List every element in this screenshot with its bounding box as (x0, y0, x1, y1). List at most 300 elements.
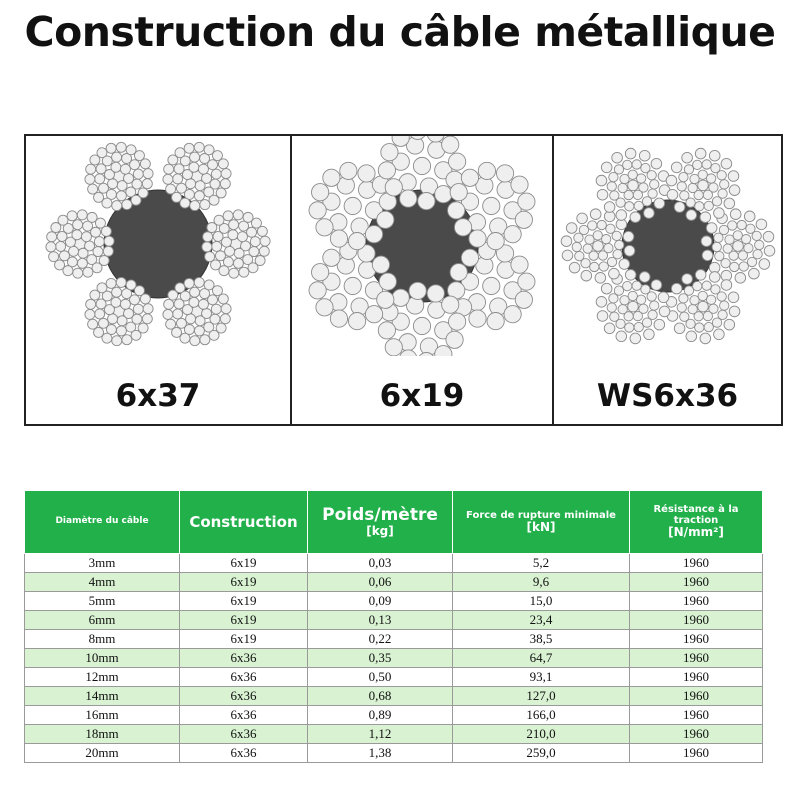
panel-ws6x36 (552, 134, 783, 426)
wire (616, 331, 627, 342)
wire (610, 191, 619, 200)
wire (120, 299, 130, 309)
wire (435, 186, 452, 203)
wire (623, 160, 632, 169)
wire (702, 250, 713, 261)
wire (365, 306, 382, 323)
wire (448, 313, 465, 330)
wire (688, 183, 697, 192)
wire (131, 195, 141, 205)
wire (229, 268, 239, 278)
wire (88, 184, 98, 194)
wire (378, 322, 395, 339)
wire (642, 197, 651, 206)
header-diametre (25, 491, 180, 554)
wire (97, 148, 107, 158)
wire (116, 142, 126, 152)
wire (413, 317, 430, 334)
cell-resistance: 1960 (630, 573, 763, 592)
wire (164, 299, 174, 309)
wire (98, 183, 108, 193)
wire (686, 331, 697, 342)
wire (695, 269, 706, 280)
header-unit: [kg] (366, 523, 394, 538)
wire (97, 283, 107, 293)
wire (618, 183, 627, 192)
wire (688, 305, 697, 314)
wire (625, 323, 634, 332)
wire (86, 164, 96, 174)
wire (566, 223, 577, 234)
cell-poids: 0,50 (308, 668, 453, 687)
cell-diametre: 18mm (25, 725, 180, 744)
wire (706, 295, 715, 304)
wire (194, 191, 204, 201)
wire (59, 251, 69, 261)
cell-construction: 6x19 (180, 573, 308, 592)
wire (312, 264, 329, 281)
cell-resistance: 1960 (630, 668, 763, 687)
wire (122, 335, 132, 345)
wire (715, 251, 724, 260)
wire (712, 318, 721, 327)
wire (632, 160, 641, 169)
wire (614, 286, 623, 295)
wire (677, 303, 686, 312)
cell-poids: 0,22 (308, 630, 453, 649)
wire (111, 297, 121, 307)
wire (515, 291, 532, 308)
wire (98, 318, 108, 328)
wire (316, 219, 333, 236)
wire (738, 251, 747, 260)
wire (112, 336, 122, 346)
wire (569, 262, 580, 273)
wire (728, 221, 737, 230)
wire (755, 240, 764, 249)
wire (259, 246, 269, 256)
wire (218, 294, 228, 304)
wire (205, 252, 215, 262)
header-label: Diamètre du câble (55, 516, 149, 527)
wire (413, 157, 430, 174)
wire (724, 319, 735, 330)
wire (427, 285, 444, 302)
wire (198, 164, 208, 174)
wire (752, 231, 761, 240)
table-header-row (25, 491, 763, 554)
wire (77, 210, 87, 220)
wire (604, 323, 615, 334)
table-row (25, 687, 763, 706)
wire (215, 251, 225, 261)
wire (392, 289, 409, 306)
wire (194, 326, 204, 336)
wire (140, 294, 150, 304)
wire (88, 319, 98, 329)
header-label: Résistance à la traction (653, 504, 739, 527)
wire (487, 312, 504, 329)
wire (143, 169, 153, 179)
wire (142, 179, 152, 189)
wire (667, 189, 678, 200)
wire (117, 316, 127, 326)
wire (372, 256, 389, 273)
wire (101, 226, 111, 236)
wire (81, 232, 91, 242)
wire (143, 304, 153, 314)
wire (195, 181, 205, 191)
wire (632, 281, 641, 290)
wire (73, 220, 83, 230)
wire (461, 249, 478, 266)
wire (309, 202, 326, 219)
wire (698, 170, 707, 179)
wire (581, 270, 592, 281)
wire (695, 323, 704, 332)
table-row (25, 611, 763, 630)
cell-poids: 0,03 (308, 554, 453, 573)
cell-diametre: 10mm (25, 649, 180, 668)
wire (379, 273, 396, 290)
wire (616, 210, 627, 221)
wire (562, 250, 573, 261)
wire (190, 201, 200, 211)
wire (518, 193, 535, 210)
wire (597, 220, 606, 229)
wire (642, 318, 651, 327)
wire (651, 158, 662, 169)
wire (194, 277, 204, 287)
wire (723, 244, 732, 253)
wire (607, 303, 616, 312)
wire (686, 210, 697, 221)
cell-diametre: 4mm (25, 573, 180, 592)
table-row (25, 744, 763, 763)
wire (701, 236, 712, 247)
wire (316, 299, 333, 316)
wire (409, 282, 426, 299)
wire (704, 201, 713, 210)
wire (682, 152, 693, 163)
wire (223, 211, 233, 221)
wire (625, 148, 636, 159)
wire (634, 201, 643, 210)
wire (698, 180, 709, 191)
wire (741, 234, 750, 243)
wire (650, 301, 659, 310)
wire (721, 158, 732, 169)
header-unit: [kN] (526, 519, 556, 534)
wire (720, 301, 729, 310)
wire (684, 286, 693, 295)
wire (203, 232, 213, 242)
wire (142, 314, 152, 324)
cell-diametre: 5mm (25, 592, 180, 611)
wire (577, 213, 588, 224)
wire (739, 262, 748, 271)
wire (583, 244, 592, 253)
wire (478, 162, 495, 179)
wire (365, 226, 382, 243)
wire (94, 237, 104, 247)
header-label: Construction (189, 512, 298, 531)
wire (111, 162, 121, 172)
wire (628, 291, 637, 300)
wire (260, 236, 270, 246)
cell-force: 23,4 (453, 611, 630, 630)
cell-resistance: 1960 (630, 649, 763, 668)
wire (604, 202, 615, 213)
wire (735, 272, 746, 283)
wire (593, 231, 602, 240)
wire (130, 295, 140, 305)
wire (704, 322, 713, 331)
wire (511, 176, 528, 193)
wire (615, 240, 624, 249)
wire (709, 272, 720, 283)
wire (234, 248, 244, 258)
wire (601, 234, 610, 243)
cell-force: 166,0 (453, 706, 630, 725)
wire (46, 242, 56, 252)
wire (117, 181, 127, 191)
wire (619, 259, 630, 270)
panel-label: WS6x36 (596, 378, 739, 414)
cell-force: 127,0 (453, 687, 630, 706)
wire (108, 314, 118, 324)
wire (674, 202, 685, 213)
wire (712, 242, 721, 251)
wire (698, 301, 709, 312)
wire (601, 283, 612, 294)
wire (607, 182, 616, 191)
wire (714, 329, 725, 340)
wire (593, 241, 604, 252)
wire (190, 336, 200, 346)
wire (229, 220, 239, 230)
cell-diametre: 3mm (25, 554, 180, 573)
wire (446, 331, 463, 348)
wire (706, 223, 717, 234)
panel-6x37 (24, 134, 292, 426)
wire (49, 252, 59, 262)
wire (163, 309, 173, 319)
wire (624, 245, 635, 256)
wire (764, 245, 775, 256)
wire (95, 309, 105, 319)
cable-specification-table (24, 490, 763, 763)
table-row (25, 592, 763, 611)
wire (381, 144, 398, 161)
wire (173, 174, 183, 184)
header-construction (180, 491, 308, 554)
wire (108, 179, 118, 189)
wire (720, 180, 729, 189)
wire (623, 231, 634, 242)
wire (671, 162, 682, 173)
wire (200, 335, 210, 345)
wire (385, 339, 402, 356)
wire (323, 249, 340, 266)
wire (427, 136, 444, 142)
wire (120, 164, 130, 174)
cell-poids: 0,13 (308, 611, 453, 630)
cell-diametre: 6mm (25, 611, 180, 630)
wire-rope-6x19-cross-section-icon (292, 136, 552, 356)
wire (630, 333, 641, 344)
wire (184, 278, 194, 288)
wire (744, 211, 755, 222)
wire (607, 257, 616, 266)
wire (601, 162, 612, 173)
cable-construction-panels (24, 134, 783, 428)
wire (561, 236, 572, 247)
wire (633, 311, 642, 320)
wire (677, 182, 686, 191)
wire (483, 277, 500, 294)
wire (756, 219, 767, 230)
header-resistance-traction (630, 491, 763, 554)
wire (636, 295, 645, 304)
wire (702, 160, 711, 169)
wire (228, 230, 238, 240)
cell-force: 64,7 (453, 649, 630, 668)
wire (706, 174, 715, 183)
cell-diametre: 20mm (25, 744, 180, 763)
wire (85, 174, 95, 184)
wire (309, 282, 326, 299)
wire (518, 273, 535, 290)
wire (189, 297, 199, 307)
wire (385, 179, 402, 196)
cell-resistance: 1960 (630, 630, 763, 649)
wire (112, 287, 122, 297)
wire (377, 211, 394, 228)
wire (628, 301, 639, 312)
wire (330, 310, 347, 327)
wire (214, 215, 224, 225)
wire (186, 179, 196, 189)
wire (140, 159, 150, 169)
wire (700, 212, 711, 223)
wire (85, 309, 95, 319)
wire (763, 231, 774, 242)
wire (344, 277, 361, 294)
cell-poids: 1,38 (308, 744, 453, 763)
wire (86, 299, 96, 309)
wire (175, 283, 185, 293)
wire (737, 220, 746, 229)
wire (78, 248, 88, 258)
wire (202, 242, 212, 252)
wire (195, 316, 205, 326)
wire (730, 262, 739, 271)
wire (719, 225, 728, 234)
wire (709, 150, 720, 161)
wire (220, 179, 230, 189)
header-force-rupture (453, 491, 630, 554)
cell-diametre: 12mm (25, 668, 180, 687)
wire (67, 211, 77, 221)
wire (448, 153, 465, 170)
wire (666, 175, 677, 186)
panel-label: 6x37 (115, 378, 201, 414)
wire (348, 232, 365, 249)
wire (200, 200, 210, 210)
table-row (25, 630, 763, 649)
wire (658, 292, 669, 303)
wire (634, 322, 643, 331)
wire (695, 202, 704, 211)
wire (221, 169, 231, 179)
wire (610, 312, 619, 321)
wire (247, 227, 257, 237)
wire (674, 323, 685, 334)
wire (487, 232, 504, 249)
table-row (25, 725, 763, 744)
wire (198, 299, 208, 309)
wire (176, 318, 186, 328)
cell-construction: 6x36 (180, 706, 308, 725)
wire (131, 330, 141, 340)
wire (237, 232, 247, 242)
wire (483, 197, 500, 214)
wire (671, 283, 682, 294)
cell-resistance: 1960 (630, 706, 763, 725)
panel-label: 6x19 (379, 378, 465, 414)
wire (194, 142, 204, 152)
wire (579, 225, 588, 234)
wire (597, 311, 608, 322)
wire (221, 304, 231, 314)
wire (515, 211, 532, 228)
wire (599, 262, 608, 271)
wire (95, 174, 105, 184)
wire (73, 268, 83, 278)
wire (647, 292, 656, 301)
wire (590, 262, 599, 271)
cell-construction: 6x19 (180, 611, 308, 630)
wire (612, 152, 623, 163)
cell-resistance: 1960 (630, 744, 763, 763)
cell-diametre: 16mm (25, 706, 180, 725)
wire (189, 162, 199, 172)
wire (703, 190, 712, 199)
header-poids-metre (308, 491, 453, 554)
wire (712, 197, 721, 206)
wire (609, 268, 620, 279)
wire (133, 169, 143, 179)
wire (717, 292, 726, 301)
cell-construction: 6x36 (180, 725, 308, 744)
wire (597, 189, 608, 200)
wire (69, 246, 79, 256)
wire (469, 310, 486, 327)
cell-force: 93,1 (453, 668, 630, 687)
wire (625, 202, 634, 211)
table-row (25, 706, 763, 725)
wire (72, 230, 82, 240)
wire (91, 227, 101, 237)
wire (348, 312, 365, 329)
wire (378, 162, 395, 179)
cell-poids: 0,35 (308, 649, 453, 668)
wire (400, 190, 417, 207)
cell-force: 15,0 (453, 592, 630, 611)
wire (130, 160, 140, 170)
cell-resistance: 1960 (630, 687, 763, 706)
